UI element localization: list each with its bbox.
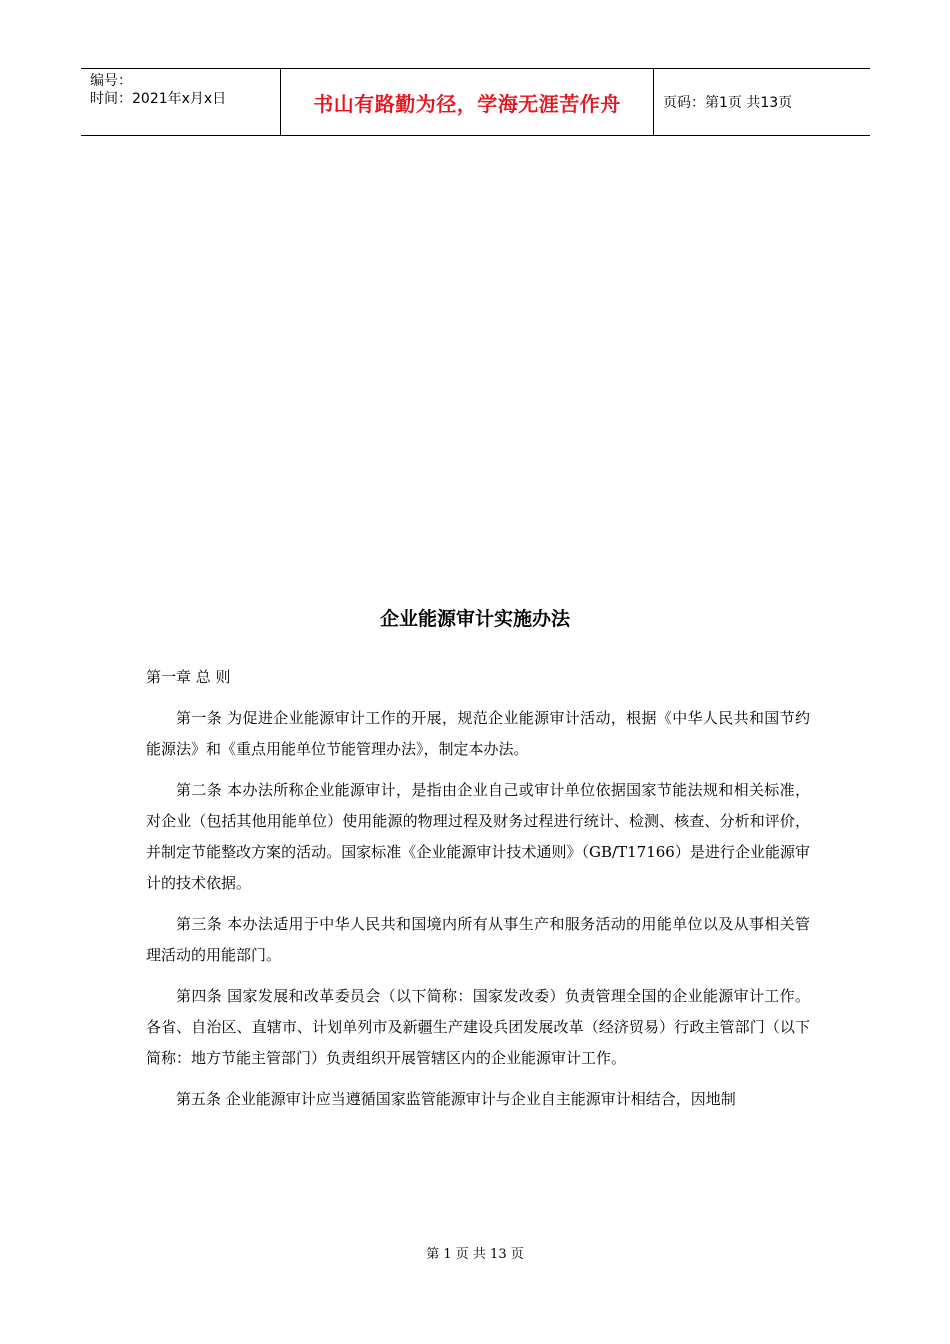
document-header bbox=[81, 68, 870, 136]
motto-text: 书山有路勤为径，学海无涯苦作舟 bbox=[313, 91, 621, 116]
document-body bbox=[146, 662, 810, 1125]
article-paragraph: 第三条 本办法适用于中华人民共和国境内所有从事生产和服务活动的用能单位以及从事相关管理活动的用能部门。 bbox=[146, 915, 810, 964]
article-paragraph: 第二条 本办法所称企业能源审计，是指由企业自己或审计单位依据国家节能法规和相关标准，对企业（包括其他用能单位）使用能源的物理过程及财务过程进行统计、检测、核查、分析和评价，并制定节能整改方案的活动。国家标准《企业能源审计技术通则》（GB/T17166）是进行企业能源审计的技术依据。 bbox=[146, 781, 810, 892]
header-motto-cell bbox=[281, 69, 654, 135]
article-paragraph: 第一条 为促进企业能源审计工作的开展，规范企业能源审计活动，根据《中华人民共和国节约能源法》和《重点用能单位节能管理办法》，制定本办法。 bbox=[146, 709, 810, 758]
article-paragraph: 第五条 企业能源审计应当遵循国家监管能源审计与企业自主能源审计相结合，因地制 bbox=[176, 1090, 736, 1108]
time-label: 时间：2021年x月x日 bbox=[90, 91, 227, 107]
number-label: 编号： bbox=[90, 73, 132, 89]
document-title: 企业能源审计实施办法 bbox=[379, 608, 570, 630]
chapter-heading: 第一章 总 则 bbox=[146, 668, 231, 686]
header-meta-cell bbox=[81, 69, 281, 135]
page-info: 页码：第1页 共13页 bbox=[663, 95, 793, 111]
header-page-cell bbox=[654, 69, 870, 135]
article-paragraph: 第四条 国家发展和改革委员会（以下简称：国家发改委）负责管理全国的企业能源审计工作。各省、自治区、直辖市、计划单列市及新疆生产建设兵团发展改革（经济贸易）行政主管部门（以下简称：地方节能主管部门）负责组织开展管辖区内的企业能源审计工作。 bbox=[146, 987, 810, 1067]
page-footer: 第 1 页 共 13 页 bbox=[426, 1247, 524, 1262]
